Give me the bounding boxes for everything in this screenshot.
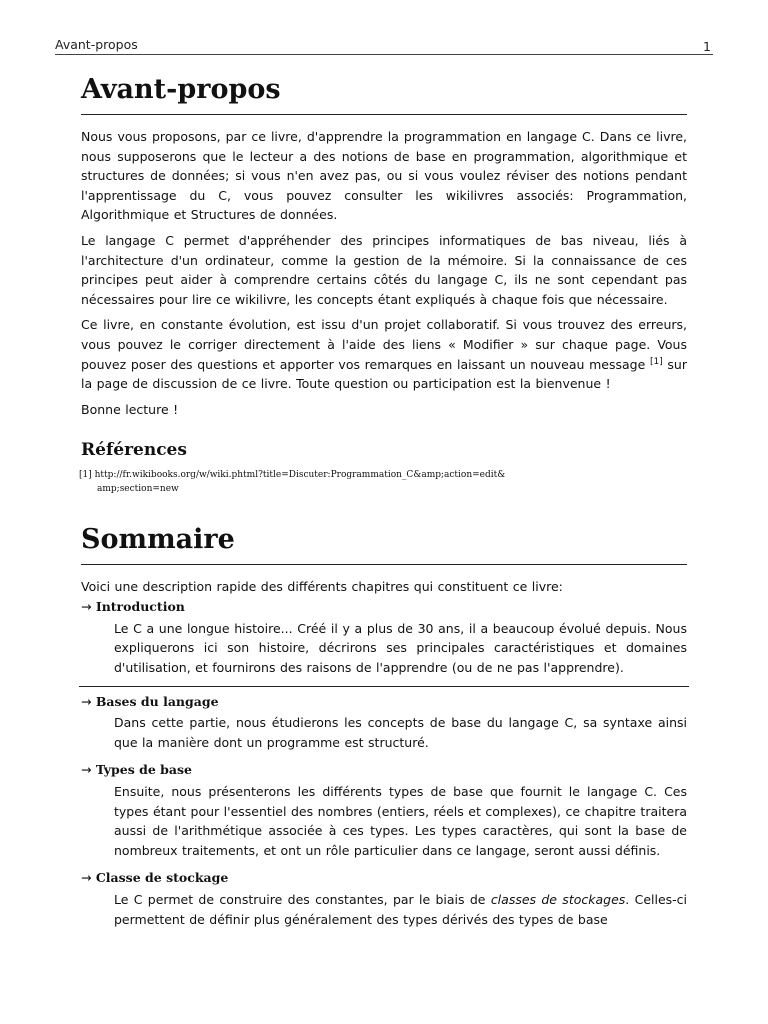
chapter-link-types-de-base[interactable] [81, 760, 687, 780]
sommaire-intro: Voici une description rapide des différents chapitres qui constituent ce livre: [81, 578, 563, 594]
section-title-avant-propos: Avant-propos [81, 72, 687, 115]
chapter-link-introduction[interactable] [81, 597, 687, 617]
chapter-title: Bases du langage [95, 693, 219, 709]
reference-url-line-1[interactable]: http://fr.wikibooks.org/w/wiki.phtml?title=Discuter:Programmation_C&amp;action=edit& [94, 469, 506, 480]
arrow-icon: → [81, 870, 92, 886]
chapter-description: Ensuite, nous présenterons les différents types de base que fournit le langage C. Ces types étant pour l'essentiel des nombres (entiers, réels et complexes), ce chapitre traitera aussi de l'arithmétique associée à ces types. Les types caractères, qui sont la base de nombreux traitements, et ont un rôle particulier dans ce langage, seront aussi définis. [114, 783, 687, 858]
reference-marker: [1] [79, 469, 92, 480]
chapter-description [114, 890, 687, 929]
chapter-title: Types de base [95, 762, 192, 778]
divider [79, 686, 689, 687]
section-title-sommaire: Sommaire [81, 522, 687, 565]
running-header-title: Avant-propos [55, 37, 138, 52]
footnote-ref-1[interactable]: [1] [649, 356, 663, 367]
chapter-description: Le C a une longue histoire... Créé il y a plus de 30 ans, il a beaucoup évolué depuis. Nous expliquerons ici son histoire, décrirons ses principales caractéristiques et domaines d'utilisation, et fournirons des raisons de l'apprendre (ou de ne pas l'apprendre). [114, 620, 687, 675]
chapter-description-text-a: Le C permet de construire des constantes, par le biais de [114, 891, 491, 907]
paragraph-1: Nous vous proposons, par ce livre, d'apprendre la programmation en langage C. Dans ce livre, nous supposerons que le lecteur a des notions de base en programmation, algorithmique et structures de données; si vous n'en avez pas, ou si vous voulez réviser des notions pendant l'apprentissage du C, vous pouvez consulter les wikilivres associés: Programmation, Algorithmique et Structures de données. [81, 129, 687, 223]
running-header [55, 37, 713, 55]
chapter-link-bases-du-langage[interactable] [81, 692, 687, 712]
chapter-title: Introduction [95, 599, 185, 615]
paragraph-3 [81, 315, 687, 393]
paragraph-3-text-b: sur la page de discussion de ce livre. Toute question ou participation est la bienvenue ! [81, 356, 687, 392]
chapter-description: Dans cette partie, nous étudierons les concepts de base du langage C, sa syntaxe ainsi que la manière dont un programme est structuré. [114, 715, 687, 750]
page-content [81, 72, 687, 937]
chapter-link-classe-de-stockage[interactable] [81, 868, 687, 888]
arrow-icon: → [81, 693, 92, 709]
chapter-title: Classe de stockage [95, 870, 229, 886]
arrow-icon: → [81, 762, 92, 778]
chapter-description-emphasis: classes de stockages [490, 891, 626, 907]
arrow-icon: → [81, 599, 92, 615]
references-heading: Références [81, 440, 187, 461]
paragraph-2: Le langage C permet d'appréhender des principes informatiques de bas niveau, liés à l'architecture d'un ordinateur, comme la gestion de la mémoire. Si la connaissance de ces principes peut aider à comprendre certains côtés du langage C, ils ne sont cependant pas nécessaires pour lire ce wikilivre, les concepts étant expliqués à chaque fois que nécessaire. [81, 233, 687, 307]
reference-url-line-2[interactable]: amp;section=new [97, 483, 179, 494]
paragraph-4: Bonne lecture ! [81, 401, 179, 417]
reference-item [79, 468, 687, 496]
chapter-description-text-b: . Celles-ci permettent de définir plus généralement des types dérivés des types de base [114, 891, 688, 927]
page-number: 1 [703, 39, 711, 54]
paragraph-3-text-a: Ce livre, en constante évolution, est issu d'un projet collaboratif. Si vous trouvez des erreurs, vous pouvez le corriger directement à l'aide des liens « Modifier » sur chaque page. Vous pouvez poser des questions et apporter vos remarques en laissant un nouveau message [81, 317, 687, 372]
